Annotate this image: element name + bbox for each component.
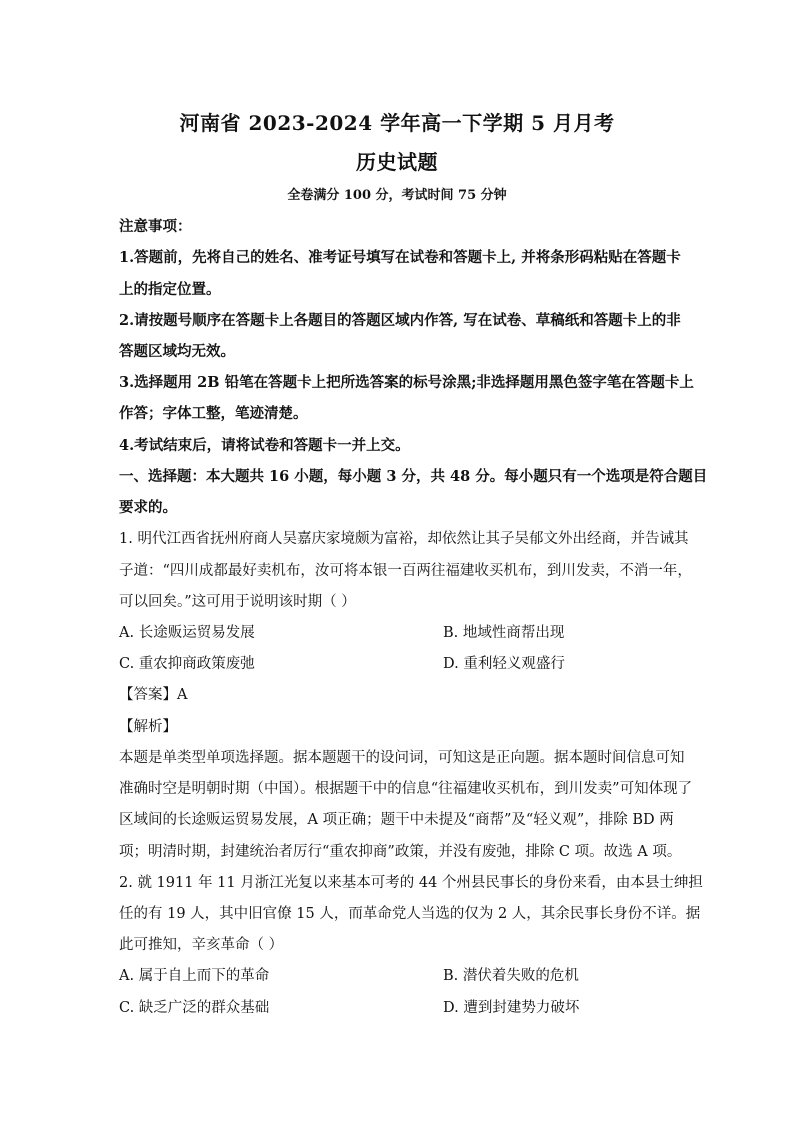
question-2-option-c: C. 缺乏广泛的群众基础 bbox=[119, 1000, 270, 1016]
note-line: 答题区域均无效。 bbox=[119, 343, 235, 360]
exam-duration-info: 全卷满分 100 分，考试时间 75 分钟 bbox=[287, 188, 507, 203]
question-1-analysis: 区域间的长途贩运贸易发展，A 项正确；题干中未提及“商帮”及“轻义观”，排除 BD 两 bbox=[119, 812, 674, 828]
question-2-option-a: A. 属于自上而下的革命 bbox=[119, 968, 270, 984]
question-2-stem: 此可推知，辛亥革命（ ） bbox=[119, 937, 284, 953]
question-1-stem: 可以回矣。”这可用于说明该时期（ ） bbox=[119, 594, 356, 610]
question-1-option-a: A. 长途贩运贸易发展 bbox=[119, 625, 255, 641]
question-1-stem: 子道：“四川成都最好卖机布，汝可将本银一百两往福建收买机布，到川发卖，不消一年， bbox=[119, 563, 692, 579]
question-2-option-d: D. 遭到封建势力破坏 bbox=[443, 1000, 580, 1016]
question-1-option-b: B. 地域性商帮出现 bbox=[443, 625, 565, 641]
question-1-analysis: 准确时空是明朝时期（中国）。根据题干中的信息“往福建收买机布，到川发卖”可知体现了 bbox=[119, 781, 693, 797]
question-2-option-b: B. 潜伏着失败的危机 bbox=[443, 968, 579, 984]
section-heading: 要求的。 bbox=[119, 499, 177, 516]
question-1-analysis: 本题是单类型单项选择题。据本题题干的设问词，可知这是正向题。据本题时间信息可知 bbox=[119, 750, 685, 766]
note-line: 作答；字体工整，笔迹清楚。 bbox=[119, 405, 308, 422]
section-heading: 一、选择题：本大题共 16 小题，每小题 3 分，共 48 分。每小题只有一个选项是符合题目 bbox=[119, 468, 708, 485]
exam-subject-title: 历史试题 bbox=[356, 150, 438, 174]
note-line: 1.答题前，先将自己的姓名、准考证号填写在试卷和答题卡上, 并将条形码粘贴在答题卡 bbox=[119, 249, 681, 266]
question-2-stem: 任的有 19 人，其中旧官僚 15 人，而革命党人当选的仅为 2 人，其余民事长身份不详。据 bbox=[119, 906, 701, 922]
exam-title: 河南省 2023-2024 学年高一下学期 5 月月考 bbox=[179, 111, 615, 135]
question-1-stem: 1. 明代江西省抚州府商人吴嘉庆家境颇为富裕，却依然让其子吴郁文外出经商，并告诫其 bbox=[119, 531, 689, 547]
question-1-analysis-label: 【解析】 bbox=[119, 719, 177, 735]
question-2-stem: 2. 就 1911 年 11 月浙江光复以来基本可考的 44 个州县民事长的身份来看，由本县士绅担 bbox=[119, 875, 703, 891]
note-line: 3.选择题用 2B 铅笔在答题卡上把所选答案的标号涂黑;非选择题用黑色签字笔在答题卡上 bbox=[119, 374, 694, 391]
question-1-option-c: C. 重农抑商政策废弛 bbox=[119, 656, 255, 672]
notes-heading: 注意事项： bbox=[119, 218, 192, 235]
question-1-option-d: D. 重利轻义观盛行 bbox=[443, 656, 565, 672]
note-line: 2.请按题号顺序在答题卡上各题目的答题区域内作答, 写在试卷、草稿纸和答题卡上的非 bbox=[119, 312, 681, 329]
question-1-analysis: 项；明清时期，封建统治者厉行“重农抑商”政策，并没有废弛，排除 C 项。故选 A 项。 bbox=[119, 844, 682, 860]
question-1-answer: 【答案】A bbox=[119, 687, 188, 703]
note-line: 4.考试结束后，请将试卷和答题卡一并上交。 bbox=[119, 437, 410, 454]
note-line: 上的指定位置。 bbox=[119, 281, 221, 298]
